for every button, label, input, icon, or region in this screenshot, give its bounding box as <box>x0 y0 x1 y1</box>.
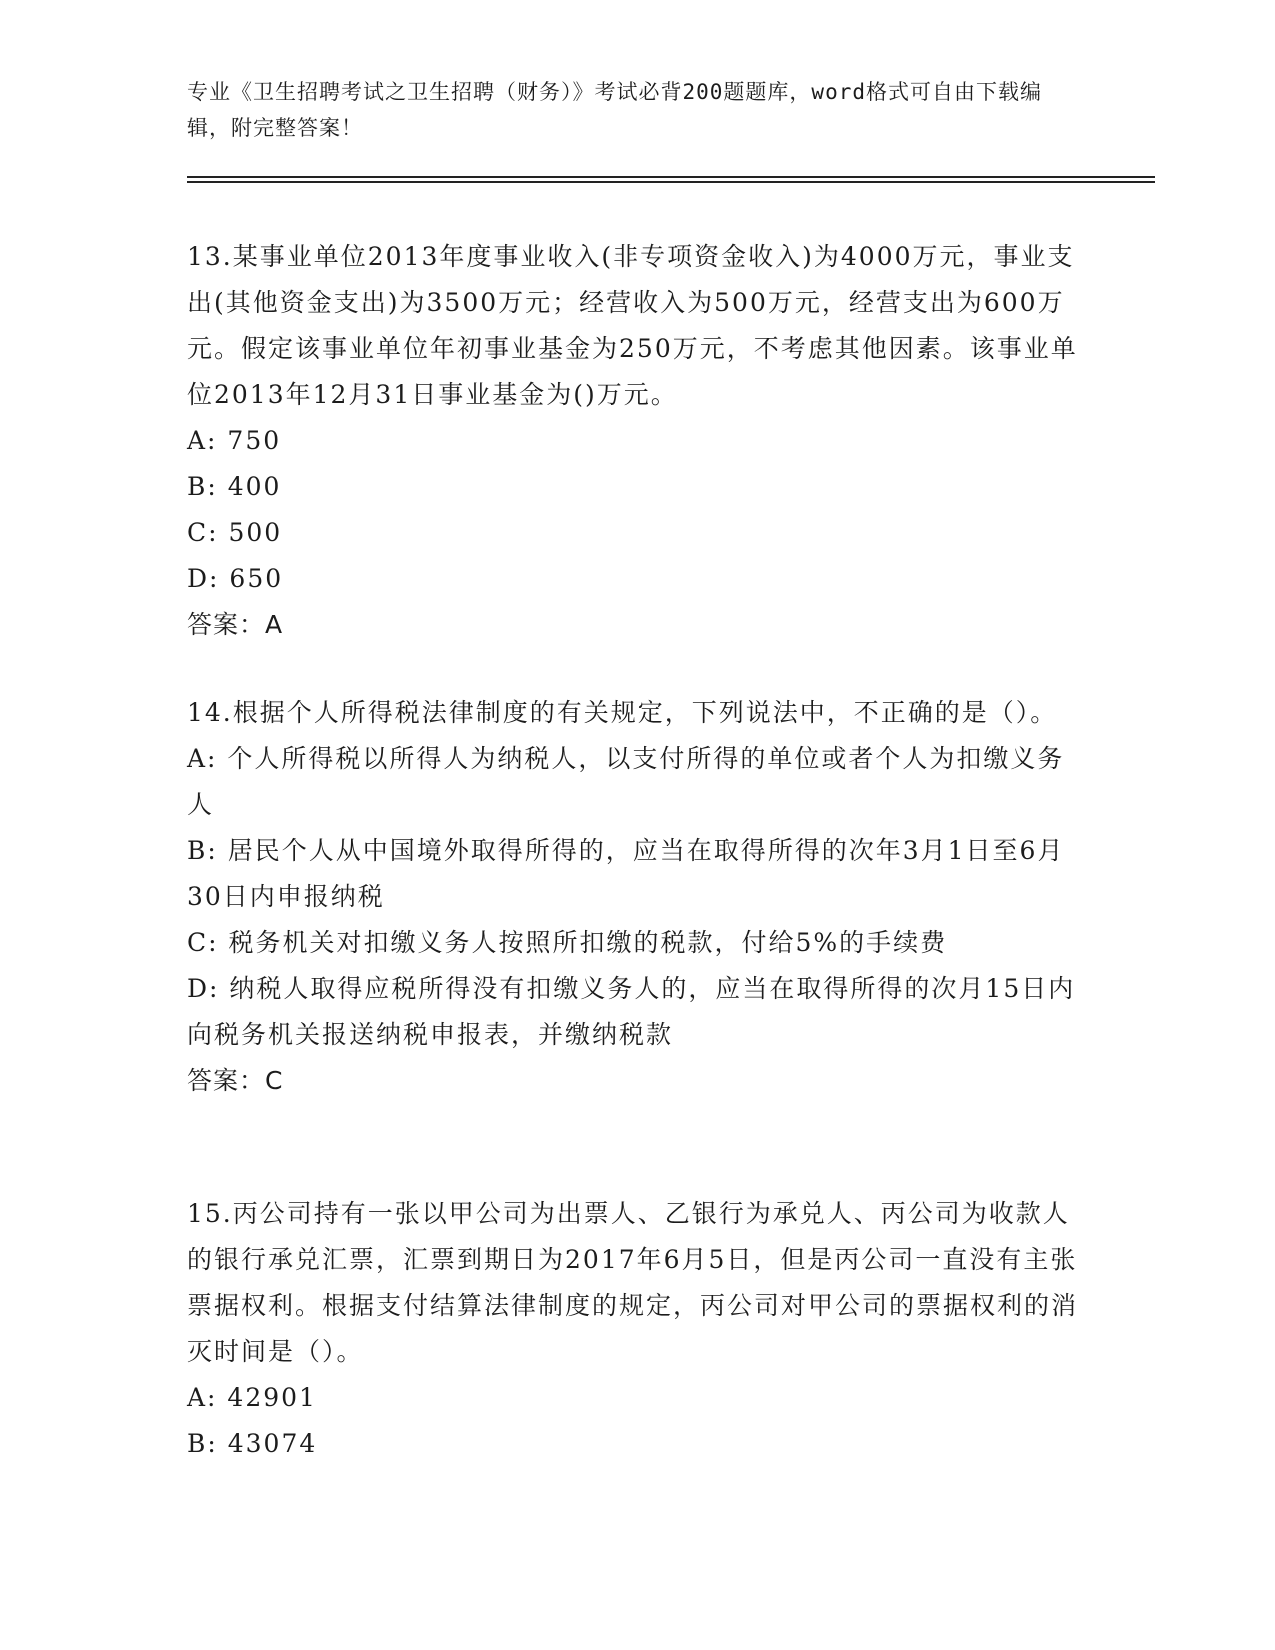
option-b: B: 居民个人从中国境外取得所得的，应当在取得所得的次年3月1日至6月30日内申报纳税 <box>187 836 1065 911</box>
option-b: B: 43074 <box>187 1429 318 1458</box>
option-a: A: 750 <box>187 426 282 455</box>
question-15 <box>187 1191 1087 1467</box>
option-d: D: 纳税人取得应税所得没有扣缴义务人的，应当在取得所得的次月15日内向税务机关报送纳税申报表，并缴纳税款 <box>187 974 1076 1049</box>
answer: 答案：C <box>187 1066 284 1095</box>
question-stem: 15.丙公司持有一张以甲公司为出票人、乙银行为承兑人、丙公司为收款人的银行承兑汇票，汇票到期日为2017年6月5日，但是丙公司一直没有主张票据权利。根据支付结算法律制度的规定，丙公司对甲公司的票据权利的消灭时间是（）。 <box>187 1199 1079 1366</box>
question-14 <box>187 690 1087 1104</box>
option-a: A: 个人所得税以所得人为纳税人，以支付所得的单位或者个人为扣缴义务人 <box>187 744 1065 819</box>
option-a: A: 42901 <box>187 1383 317 1412</box>
question-13 <box>187 234 1087 648</box>
header-divider-top <box>187 176 1155 178</box>
option-c: C: 税务机关对扣缴义务人按照所扣缴的税款，付给5%的手续费 <box>187 928 948 957</box>
answer: 答案：A <box>187 610 284 639</box>
header-divider-bottom <box>187 181 1155 183</box>
document-header: 专业《卫生招聘考试之卫生招聘（财务）》考试必背200题题库，word格式可自由下载编辑，附完整答案！ <box>187 80 1042 140</box>
question-stem: 13.某事业单位2013年度事业收入(非专项资金收入)为4000万元，事业支出(其他资金支出)为3500万元；经营收入为500万元，经营支出为600万元。假定该事业单位年初事业基金为250万元，不考虑其他因素。该事业单位2013年12月31日事业基金为()万元。 <box>187 242 1078 409</box>
option-c: C: 500 <box>187 518 283 547</box>
option-d: D: 650 <box>187 564 284 593</box>
option-b: B: 400 <box>187 472 282 501</box>
question-stem: 14.根据个人所得税法律制度的有关规定，下列说法中，不正确的是（）。 <box>187 698 1058 727</box>
